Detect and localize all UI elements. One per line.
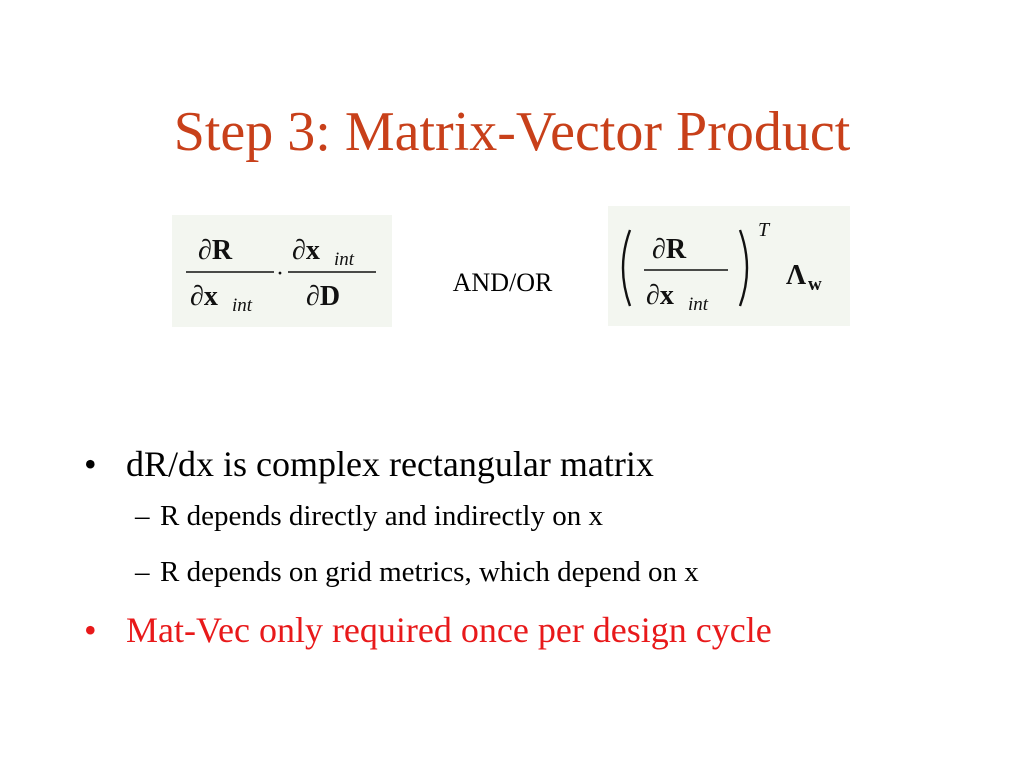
left-parenthesis (623, 230, 630, 306)
frac1-denominator: ∂x (190, 281, 218, 312)
sub-bullet-text: R depends directly and indirectly on x (160, 500, 603, 532)
frac2-numerator: ∂x (292, 235, 320, 266)
right-parenthesis (740, 230, 747, 306)
bullet-item (84, 440, 984, 488)
adjoint-frac-denominator: ∂x (646, 280, 674, 311)
frac2-numerator-subscript: int (334, 249, 355, 270)
transpose-superscript: T (758, 219, 770, 241)
sub-bullet-marker: – (135, 500, 150, 532)
equation-adjoint (608, 206, 850, 326)
multiplication-dot: · (276, 261, 284, 287)
sub-bullet-text: R depends on grid metrics, which depend on x (160, 556, 699, 588)
bullet-marker: • (84, 444, 97, 484)
bullet-text: Mat-Vec only required once per design cycle (126, 610, 772, 650)
bullet-text: dR/dx is complex rectangular matrix (126, 444, 654, 484)
lambda-symbol: Λ (786, 260, 807, 291)
frac2-denominator: ∂D (306, 281, 341, 312)
highlight-bullet-item (84, 606, 984, 654)
lambda-subscript: w (808, 274, 822, 295)
slide-title: Step 3: Matrix-Vector Product (173, 101, 851, 163)
and-or-label: AND/OR (452, 268, 553, 297)
bullet-list (84, 440, 984, 654)
frac1-denominator-subscript: int (232, 295, 253, 316)
bullet-marker: • (84, 610, 97, 650)
sub-bullet-item (84, 496, 984, 536)
sub-bullet-marker: – (135, 556, 150, 588)
equation-chain-rule (172, 215, 392, 327)
adjoint-frac-numerator: ∂R (652, 234, 687, 265)
sub-bullet-item (84, 552, 984, 592)
adjoint-frac-denominator-subscript: int (688, 294, 709, 315)
frac1-numerator: ∂R (198, 235, 233, 266)
